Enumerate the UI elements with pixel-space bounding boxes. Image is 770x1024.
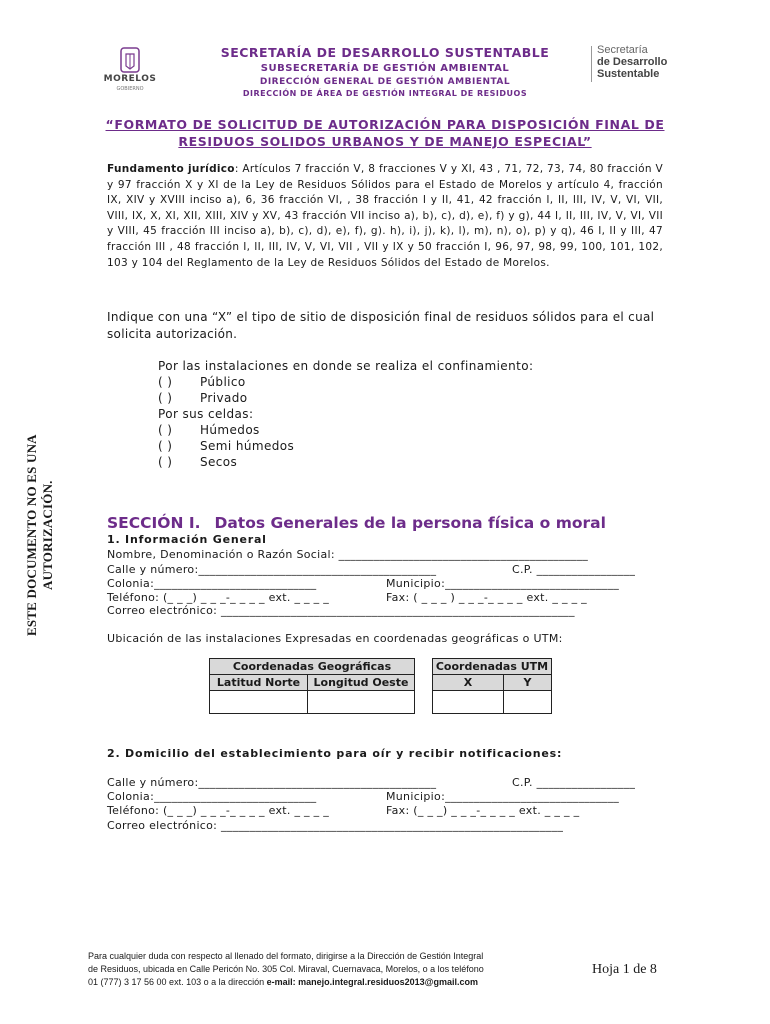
lon-cell[interactable]: [308, 691, 415, 714]
footer-line-3: [88, 976, 558, 989]
legal-label: Fundamento jurídico: [107, 163, 235, 175]
logo-line-3: Sustentable: [597, 68, 660, 80]
utm-coordinates-table: [432, 658, 552, 714]
lat-cell[interactable]: [210, 691, 308, 714]
section-1-title: [107, 514, 606, 532]
coordinates-label: Ubicación de las instalaciones Expresadas en coordenadas geográficas o UTM:: [107, 632, 563, 645]
option-label: Privado: [200, 391, 248, 405]
option-label: Húmedos: [200, 423, 260, 437]
utm-y-header: Y: [504, 675, 552, 691]
logo-name: MORELOS: [103, 74, 157, 84]
morelos-crest-icon: [118, 46, 142, 74]
logo-line-2: de Desarrollo: [597, 56, 668, 68]
option-semi-humedos[interactable]: [158, 438, 578, 454]
checkbox-secos[interactable]: ( ): [158, 455, 173, 469]
calle-field[interactable]: Calle y número:_________________________________________: [107, 563, 437, 576]
legal-text: : Artículos 7 fracción V, 8 fracciones V y XI, 43 , 71, 72, 73, 74, 80 fracción V y 97 fracción X y XI de la Ley de Residuos Sólidos para el Estado de Morelos y artículo 4, fracción IX, XIV y XVIII inciso a), 6, 36 fracción VI, , 38 fracción I y II, 41, 42 fracción I, II, III, IV, V, VI, VII, VIII, IX, X, XI, XII, XIII, XIV y XV, 43 fracción VII inciso a), b), c), d), e), f) y g), 44 I, II, III, IV, V, VI, VII y VIII, 45 fracción III inciso a), b), c), d), e), f), g). h), i), j), k), l), m), n), o), p) y q), 46 I, II y III, 47 fracción III , 48 fracción I, II, III, IV, V, VI, VII , VII y IX y 50 fracción I, 96, 97, 98, 99, 100, 101, 102, 103 y 104 del Reglamento de la Ley de Residuos Sólidos del Estado de Morelos.: [107, 163, 664, 269]
title-line-2: RESIDUOS SOLIDOS URBANOS Y DE MANEJO ESPECIAL”: [178, 134, 592, 149]
option-privado[interactable]: [158, 390, 578, 406]
instruction-text: Indique con una “X” el tipo de sitio de disposición final de residuos sólidos para el cual solicita autorización.: [107, 310, 655, 341]
option-secos[interactable]: [158, 454, 578, 470]
info-general-heading: 1. Información General: [107, 533, 267, 546]
geo-table-header: Coordenadas Geográficas: [210, 659, 415, 675]
section-label: SECCIÓN I.: [107, 514, 201, 532]
options-heading-facilities: Por las instalaciones en donde se realiza el confinamiento:: [158, 359, 534, 373]
page-number: Hoja 1 de 8: [592, 962, 657, 977]
form-title: [100, 116, 670, 150]
title-line-1: “FORMATO DE SOLICITUD DE AUTORIZACIÓN PARA DISPOSICIÓN FINAL DE: [105, 117, 665, 132]
logo-line-1: Secretaría: [597, 44, 648, 56]
legal-basis: [107, 162, 663, 271]
utm-y-cell[interactable]: [504, 691, 552, 714]
notif-calle-field[interactable]: Calle y número:_________________________________________: [107, 776, 437, 789]
notif-colonia-field[interactable]: Colonia:____________________________: [107, 790, 317, 803]
vertical-disclaimer: ESTE DOCUMENTO NO ES UNA AUTORIZACIÓN.: [24, 434, 55, 636]
fax-field[interactable]: Fax: ( _ _ _ ) _ _ _-_ _ _ _ ext. _ _ _ _: [386, 591, 587, 604]
notif-correo-field[interactable]: Correo electrónico: ___________________________________________________________: [107, 819, 564, 832]
option-publico[interactable]: [158, 374, 578, 390]
footer-line-1: Para cualquier duda con respecto al llenado del formato, dirigirse a la Dirección de Gestión Integral: [88, 951, 484, 961]
checkbox-publico[interactable]: ( ): [158, 375, 173, 389]
checkbox-semi-humedos[interactable]: ( ): [158, 439, 173, 453]
option-label: Público: [200, 375, 246, 389]
header-secretaria: SECRETARÍA DE DESARROLLO SUSTENTABLE: [220, 45, 550, 60]
colonia-field[interactable]: Colonia:____________________________: [107, 577, 317, 590]
footer-address: 01 (777) 3 17 56 00 ext. 103 o a la dirección: [88, 977, 267, 987]
footer-line-2: de Residuos, ubicada en Calle Pericón No. 305 Col. Miraval, Cuernavaca, Morelos, o a los teléfono: [88, 964, 484, 974]
checkbox-humedos[interactable]: ( ): [158, 423, 173, 437]
logo-subtitle: GOBIERNO: [116, 86, 144, 92]
utm-x-cell[interactable]: [433, 691, 504, 714]
lat-header: Latitud Norte: [210, 675, 308, 691]
notif-municipio-field[interactable]: Municipio:______________________________: [386, 790, 620, 803]
nombre-field[interactable]: Nombre, Denominación o Razón Social: ___________________________________________: [107, 548, 589, 561]
morelos-logo: [100, 44, 160, 100]
cp-field[interactable]: C.P. _________________: [512, 563, 636, 576]
header-direccion-general: DIRECCIÓN GENERAL DE GESTIÓN AMBIENTAL: [259, 77, 511, 87]
notif-telefono-field[interactable]: Teléfono: (_ _ _) _ _ _-_ _ _ _ ext. _ _ _ _: [107, 804, 330, 817]
lon-header: Longitud Oeste: [308, 675, 415, 691]
option-label: Semi húmedos: [200, 439, 295, 453]
checkbox-privado[interactable]: ( ): [158, 391, 173, 405]
utm-table-header: Coordenadas UTM: [433, 659, 552, 675]
domicilio-heading: 2. Domicilio del establecimiento para oír y recibir notificaciones:: [107, 747, 563, 760]
notif-fax-field[interactable]: Fax: (_ _ _) _ _ _-_ _ _ _ ext. _ _ _ _: [386, 804, 580, 817]
option-label: Secos: [200, 455, 238, 469]
option-humedos[interactable]: [158, 422, 578, 438]
header-subsecretaria: SUBSECRETARÍA DE GESTIÓN AMBIENTAL: [260, 63, 510, 74]
geo-coordinates-table: [209, 658, 415, 714]
footer-contact: [88, 950, 558, 989]
logo-divider: [591, 46, 592, 82]
footer-email[interactable]: e-mail: manejo.integral.residuos2013@gmail.com: [266, 977, 478, 987]
municipio-field[interactable]: Municipio:______________________________: [386, 577, 620, 590]
utm-x-header: X: [433, 675, 504, 691]
sds-logo: [591, 44, 711, 84]
correo-field[interactable]: Correo electrónico: _____________________________________________________________: [107, 604, 575, 617]
disposal-options: [158, 358, 578, 470]
section-heading: Datos Generales de la persona física o moral: [214, 514, 606, 532]
header-direccion-area: DIRECCIÓN DE ÁREA DE GESTIÓN INTEGRAL DE RESIDUOS: [242, 89, 528, 98]
notif-cp-field[interactable]: C.P. _________________: [512, 776, 636, 789]
telefono-field[interactable]: Teléfono: (_ _ _) _ _ _-_ _ _ _ ext. _ _ _ _: [107, 591, 330, 604]
options-heading-cells: Por sus celdas:: [158, 407, 254, 421]
